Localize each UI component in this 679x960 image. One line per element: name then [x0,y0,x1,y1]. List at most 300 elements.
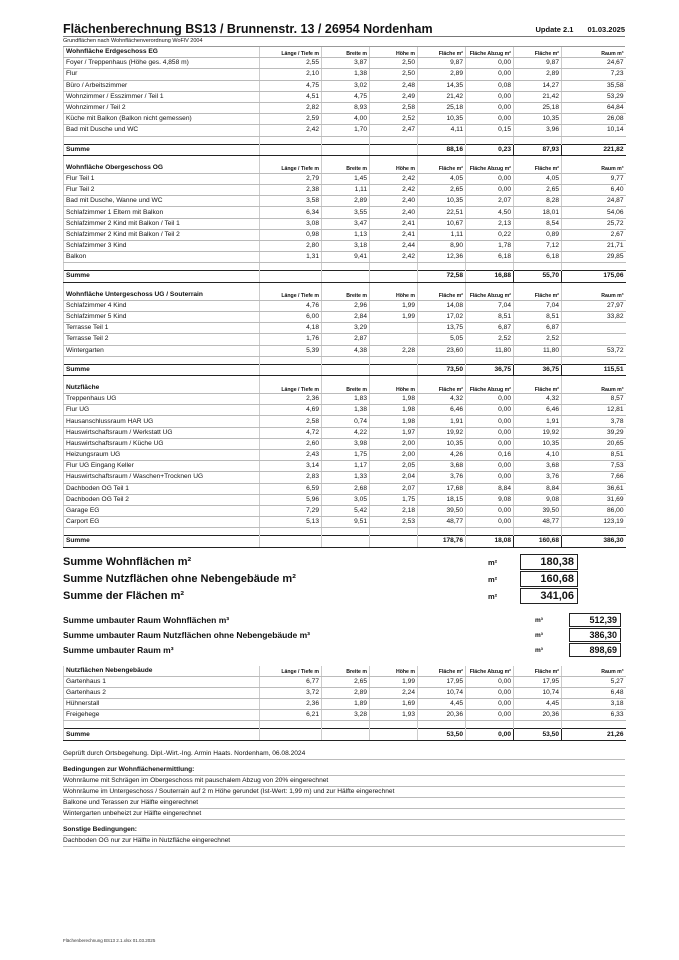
room-name: Bad mit Dusche und WC [64,125,260,136]
table-row [64,472,626,483]
volume-total-unit: m³ [535,646,543,654]
sum-label: Summe [64,729,260,740]
value-cell: 2,38 [260,185,322,196]
value-cell: 6,18 [514,252,562,263]
value-cell: 2,42 [260,125,322,136]
value-cell: 0,00 [466,69,514,80]
value-cell: 4,05 [418,173,466,184]
column-header-area2: Fläche m² [514,290,562,301]
value-cell: 2,59 [260,114,322,125]
column-header-area: Fläche m² [418,47,466,58]
sum-area: 53,50 [418,729,466,740]
value-cell: 29,85 [562,252,626,263]
value-cell: 10,14 [562,125,626,136]
value-cell: 1,89 [322,699,370,710]
sum-area: 178,76 [418,536,466,547]
value-cell: 64,84 [562,102,626,113]
value-cell: 6,77 [260,676,322,687]
column-header-area: Fläche m² [418,666,466,677]
value-cell: 2,00 [370,438,418,449]
table-row [64,229,626,240]
value-cell: 18,15 [418,494,466,505]
value-cell: 2,65 [322,676,370,687]
value-cell: 2,50 [370,58,418,69]
value-cell: 0,00 [466,438,514,449]
area-total-row [63,554,625,571]
sum-volume: 175,06 [562,271,626,282]
value-cell: 25,18 [514,102,562,113]
value-cell: 1,99 [370,676,418,687]
spacer-cell [64,136,260,144]
spacer-cell [562,375,626,383]
table-row [64,218,626,229]
value-cell: 0,00 [466,517,514,528]
spacer-cell [562,282,626,290]
room-name: Balkon [64,252,260,263]
value-cell: 1,98 [370,394,418,405]
spacer-cell [418,721,466,729]
table-row [64,300,626,311]
value-cell: 20,36 [514,710,562,721]
spreadsheet-page [63,19,625,847]
sum-row [64,271,626,282]
sum-volume: 386,30 [562,536,626,547]
value-cell: 20,36 [418,710,466,721]
value-cell: 8,51 [514,311,562,322]
table-row [64,69,626,80]
sum-deduct: 0,00 [466,729,514,740]
value-cell: 2,65 [418,185,466,196]
room-name: Treppenhaus UG [64,394,260,405]
room-name: Schlafzimmer 4 Kind [64,300,260,311]
value-cell: 1,97 [370,427,418,438]
volume-total-unit: m³ [535,631,543,639]
sum-deduct: 18,08 [466,536,514,547]
value-cell: 0,00 [466,394,514,405]
volume-total-value: 386,30 [569,628,621,642]
value-cell: 10,35 [418,438,466,449]
table-row [64,427,626,438]
value-cell: 3,87 [322,58,370,69]
value-cell: 0,00 [466,102,514,113]
room-name: Büro / Arbeitszimmer [64,80,260,91]
spacer-cell [418,356,466,364]
table-row [64,450,626,461]
spacer-cell [370,263,418,271]
value-cell: 2,80 [260,241,322,252]
volume-total-value: 898,69 [569,643,621,657]
room-name: Dachboden OG Teil 2 [64,494,260,505]
value-cell: 1,31 [260,252,322,263]
section-title: Wohnfläche Obergeschoss OG [64,163,260,174]
value-cell: 2,47 [370,125,418,136]
value-cell: 39,29 [562,427,626,438]
value-cell: 33,82 [562,311,626,322]
room-name: Terrasse Teil 1 [64,323,260,334]
value-cell: 0,00 [466,472,514,483]
value-cell: 10,74 [514,687,562,698]
value-cell: 9,87 [514,58,562,69]
value-cell: 8,84 [514,483,562,494]
table-cell [260,144,322,155]
column-header-deduct: Fläche Abzug m² [466,290,514,301]
value-cell: 11,80 [514,345,562,356]
room-name: Wohnzimmer / Esszimmer / Teil 1 [64,91,260,102]
room-name: Flur [64,69,260,80]
table-row [64,345,626,356]
section-title: Wohnfläche Untergeschoss UG / Souterrain [64,290,260,301]
spacer-cell [418,155,466,163]
column-header-width: Breite m [322,163,370,174]
spacer-cell [322,721,370,729]
table-cell [322,271,370,282]
value-cell: 1,75 [370,494,418,505]
section-title: Nutzfläche [64,383,260,394]
value-cell: 53,29 [562,91,626,102]
column-header-deduct: Fläche Abzug m² [466,383,514,394]
value-cell: 9,08 [514,494,562,505]
table-row [64,207,626,218]
value-cell: 2,50 [370,69,418,80]
area-total-value: 180,38 [520,554,578,570]
table-cell [370,271,418,282]
value-cell: 8,84 [466,483,514,494]
value-cell: 14,08 [418,300,466,311]
value-cell: 0,00 [466,687,514,698]
section-header-row [64,290,626,301]
value-cell: 13,75 [418,323,466,334]
spacer-cell [466,155,514,163]
volume-total-unit: m³ [535,616,543,624]
conditions-title: Bedingungen zur Wohnflächenermittlung: [63,765,625,776]
area-total-unit: m² [488,557,498,567]
value-cell: 3,02 [322,80,370,91]
table-row [64,91,626,102]
value-cell: 8,93 [322,102,370,113]
spacer-cell [370,356,418,364]
spacer-cell [514,528,562,536]
table-row [64,687,626,698]
update-date: 01.03.2025 [587,25,625,34]
value-cell: 3,14 [260,461,322,472]
value-cell: 4,69 [260,405,322,416]
spacer-cell [322,356,370,364]
room-name: Flur Teil 2 [64,185,260,196]
spacer-cell [64,155,260,163]
section-header-row [64,47,626,58]
value-cell: 1,76 [260,334,322,345]
value-cell: 3,76 [418,472,466,483]
room-name: Schlafzimmer 2 Kind mit Balkon / Teil 2 [64,229,260,240]
spacer-cell [64,528,260,536]
value-cell: 0,00 [466,427,514,438]
spacer-cell [64,356,260,364]
room-name: Hauswirtschaftsraum / Waschen+Trocknen UG [64,472,260,483]
value-cell: 6,59 [260,483,322,494]
value-cell: 1,91 [514,416,562,427]
sum-deduct: 16,88 [466,271,514,282]
value-cell: 7,29 [260,505,322,516]
value-cell: 2,65 [514,185,562,196]
spacer-row [64,282,626,290]
value-cell: 4,32 [418,394,466,405]
area-total-unit: m² [488,591,498,601]
value-cell: 4,05 [514,173,562,184]
value-cell: 3,55 [322,207,370,218]
value-cell: 22,51 [418,207,466,218]
section-header-row [64,666,626,677]
value-cell: 21,71 [562,241,626,252]
value-cell: 3,18 [322,241,370,252]
sum-label: Summe [64,536,260,547]
room-name: Dachboden OG Teil 1 [64,483,260,494]
spacer-cell [514,375,562,383]
column-header-room: Raum m³ [562,47,626,58]
spacer-cell [562,136,626,144]
value-cell: 0,15 [466,125,514,136]
spacer-row [64,528,626,536]
section-header-row [64,163,626,174]
value-cell: 2,87 [322,334,370,345]
area-totals [63,554,625,605]
value-cell: 2,48 [370,80,418,91]
sum-deduct: 36,75 [466,364,514,375]
value-cell: 1,33 [322,472,370,483]
table-row [64,114,626,125]
volume-total-row [63,613,625,628]
value-cell: 0,00 [466,676,514,687]
room-name: Foyer / Treppenhaus (Höhe ges. 4,858 m) [64,58,260,69]
sum-volume: 21,26 [562,729,626,740]
value-cell: 36,61 [562,483,626,494]
value-cell: 19,92 [514,427,562,438]
spacer-cell [322,155,370,163]
value-cell: 2,83 [260,472,322,483]
room-name: Hühnerstall [64,699,260,710]
page-header [63,19,625,37]
column-header-area2: Fläche m² [514,666,562,677]
value-cell: 2,60 [260,438,322,449]
value-cell: 2,52 [370,114,418,125]
value-cell: 27,97 [562,300,626,311]
value-cell: 12,81 [562,405,626,416]
room-name: Hauswirtschaftsraum / Küche UG [64,438,260,449]
spacer-cell [514,155,562,163]
value-cell: 8,57 [562,394,626,405]
spacer-cell [562,356,626,364]
sum-net-area: 53,50 [514,729,562,740]
page-title: Flächenberechnung BS13 / Brunnenstr. 13 / 26954 Nordenham [63,22,433,36]
value-cell: 1,70 [322,125,370,136]
sum-label: Summe [64,364,260,375]
column-header-room: Raum m³ [562,666,626,677]
value-cell: 1,11 [322,185,370,196]
value-cell: 0,00 [466,710,514,721]
value-cell: 0,00 [466,699,514,710]
spacer-row [64,375,626,383]
value-cell: 0,00 [466,405,514,416]
value-cell: 2,36 [260,699,322,710]
value-cell: 8,28 [514,196,562,207]
value-cell: 2,84 [322,311,370,322]
spacer-cell [260,136,322,144]
column-header-area2: Fläche m² [514,163,562,174]
spacer-cell [64,721,260,729]
area-total-value: 160,68 [520,571,578,587]
value-cell [562,334,626,345]
column-header-length: Länge / Tiefe m [260,163,322,174]
table-row [64,241,626,252]
room-name: Flur UG [64,405,260,416]
column-header-room: Raum m³ [562,290,626,301]
value-cell: 1,38 [322,69,370,80]
value-cell: 25,72 [562,218,626,229]
volume-total-label: Summe umbauter Raum Nutzflächen ohne Nebengebäude m³ [63,630,311,640]
sum-label: Summe [64,271,260,282]
value-cell: 1,98 [370,416,418,427]
value-cell: 2,55 [260,58,322,69]
room-name: Hauswirtschaftsraum / Werkstatt UG [64,427,260,438]
value-cell: 8,54 [514,218,562,229]
spacer-cell [514,721,562,729]
sum-volume: 115,51 [562,364,626,375]
section-title: Wohnfläche Erdgeschoss EG [64,47,260,58]
value-cell: 5,42 [322,505,370,516]
value-cell: 2,28 [370,345,418,356]
value-cell: 7,23 [562,69,626,80]
value-cell: 2,44 [370,241,418,252]
value-cell: 2,53 [370,517,418,528]
column-header-height: Höhe m [370,163,418,174]
column-header-area: Fläche m² [418,163,466,174]
value-cell: 2,89 [322,196,370,207]
value-cell: 2,07 [370,483,418,494]
value-cell: 7,12 [514,241,562,252]
value-cell: 10,35 [514,438,562,449]
value-cell: 2,41 [370,229,418,240]
volume-total-label: Summe umbauter Raum m³ [63,645,174,655]
column-header-width: Breite m [322,383,370,394]
table-cell [370,144,418,155]
table-row [64,80,626,91]
table-row [64,394,626,405]
value-cell: 3,78 [562,416,626,427]
value-cell: 1,75 [322,450,370,461]
value-cell: 48,77 [514,517,562,528]
sum-row [64,729,626,740]
value-cell: 0,00 [466,173,514,184]
spacer-cell [562,721,626,729]
room-name: Küche mit Balkon (Balkon nicht gemessen) [64,114,260,125]
value-cell: 0,16 [466,450,514,461]
column-header-length: Länge / Tiefe m [260,290,322,301]
room-name: Wohnzimmer / Teil 2 [64,102,260,113]
spacer-row [64,263,626,271]
value-cell: 10,35 [418,114,466,125]
column-header-area2: Fläche m² [514,47,562,58]
column-header-height: Höhe m [370,666,418,677]
value-cell: 2,40 [370,207,418,218]
value-cell: 2,18 [370,505,418,516]
table-cell [260,536,322,547]
table-row [64,676,626,687]
spacer-cell [370,282,418,290]
table-row [64,494,626,505]
value-cell: 11,80 [466,345,514,356]
value-cell: 6,18 [466,252,514,263]
spacer-cell [466,721,514,729]
table-row [64,461,626,472]
value-cell: 4,45 [514,699,562,710]
column-header-room: Raum m³ [562,383,626,394]
value-cell [370,334,418,345]
value-cell: 6,87 [514,323,562,334]
value-cell: 6,46 [514,405,562,416]
value-cell: 4,26 [418,450,466,461]
spacer-cell [64,375,260,383]
column-header-width: Breite m [322,47,370,58]
room-name: Schlafzimmer 2 Kind mit Balkon / Teil 1 [64,218,260,229]
table-cell [260,729,322,740]
spacer-cell [322,528,370,536]
value-cell: 2,68 [322,483,370,494]
value-cell: 2,96 [322,300,370,311]
spacer-cell [466,263,514,271]
value-cell: 4,45 [418,699,466,710]
column-header-height: Höhe m [370,290,418,301]
value-cell: 4,75 [322,91,370,102]
value-cell: 14,27 [514,80,562,91]
condition-line: Wintergarten unbeheizt zur Hälfte eingerechnet [63,809,625,820]
spacer-cell [260,263,322,271]
column-header-length: Länge / Tiefe m [260,666,322,677]
area-table [63,47,626,548]
spacer-row [64,721,626,729]
value-cell: 12,36 [418,252,466,263]
column-header-deduct: Fläche Abzug m² [466,47,514,58]
value-cell: 3,98 [322,438,370,449]
value-cell: 3,96 [514,125,562,136]
column-header-deduct: Fläche Abzug m² [466,666,514,677]
table-cell [322,144,370,155]
value-cell: 0,00 [466,505,514,516]
value-cell: 17,68 [418,483,466,494]
value-cell: 4,75 [260,80,322,91]
value-cell: 9,41 [322,252,370,263]
area-total-unit: m² [488,574,498,584]
column-header-length: Länge / Tiefe m [260,47,322,58]
table-row [64,185,626,196]
value-cell: 2,24 [370,687,418,698]
value-cell: 2,13 [466,218,514,229]
spacer-cell [466,136,514,144]
column-header-deduct: Fläche Abzug m² [466,163,514,174]
value-cell: 6,40 [562,185,626,196]
spacer-cell [370,375,418,383]
value-cell: 0,08 [466,80,514,91]
room-name: Freigehege [64,710,260,721]
sum-net-area: 55,70 [514,271,562,282]
section-title: Nutzflächen Nebengebäude [64,666,260,677]
condition-line: Balkone und Terassen zur Hälfte eingerechnet [63,798,625,809]
room-name: Schlafzimmer 1 Eltern mit Balkon [64,207,260,218]
verification-note: Geprüft durch Ortsbegehung. Dipl.-Wirt.-Ing. Armin Haats. Nordenham, 06.08.2024 [63,749,625,760]
value-cell: 2,05 [370,461,418,472]
value-cell: 2,36 [260,394,322,405]
value-cell: 19,92 [418,427,466,438]
value-cell: 2,89 [514,69,562,80]
value-cell: 3,18 [562,699,626,710]
